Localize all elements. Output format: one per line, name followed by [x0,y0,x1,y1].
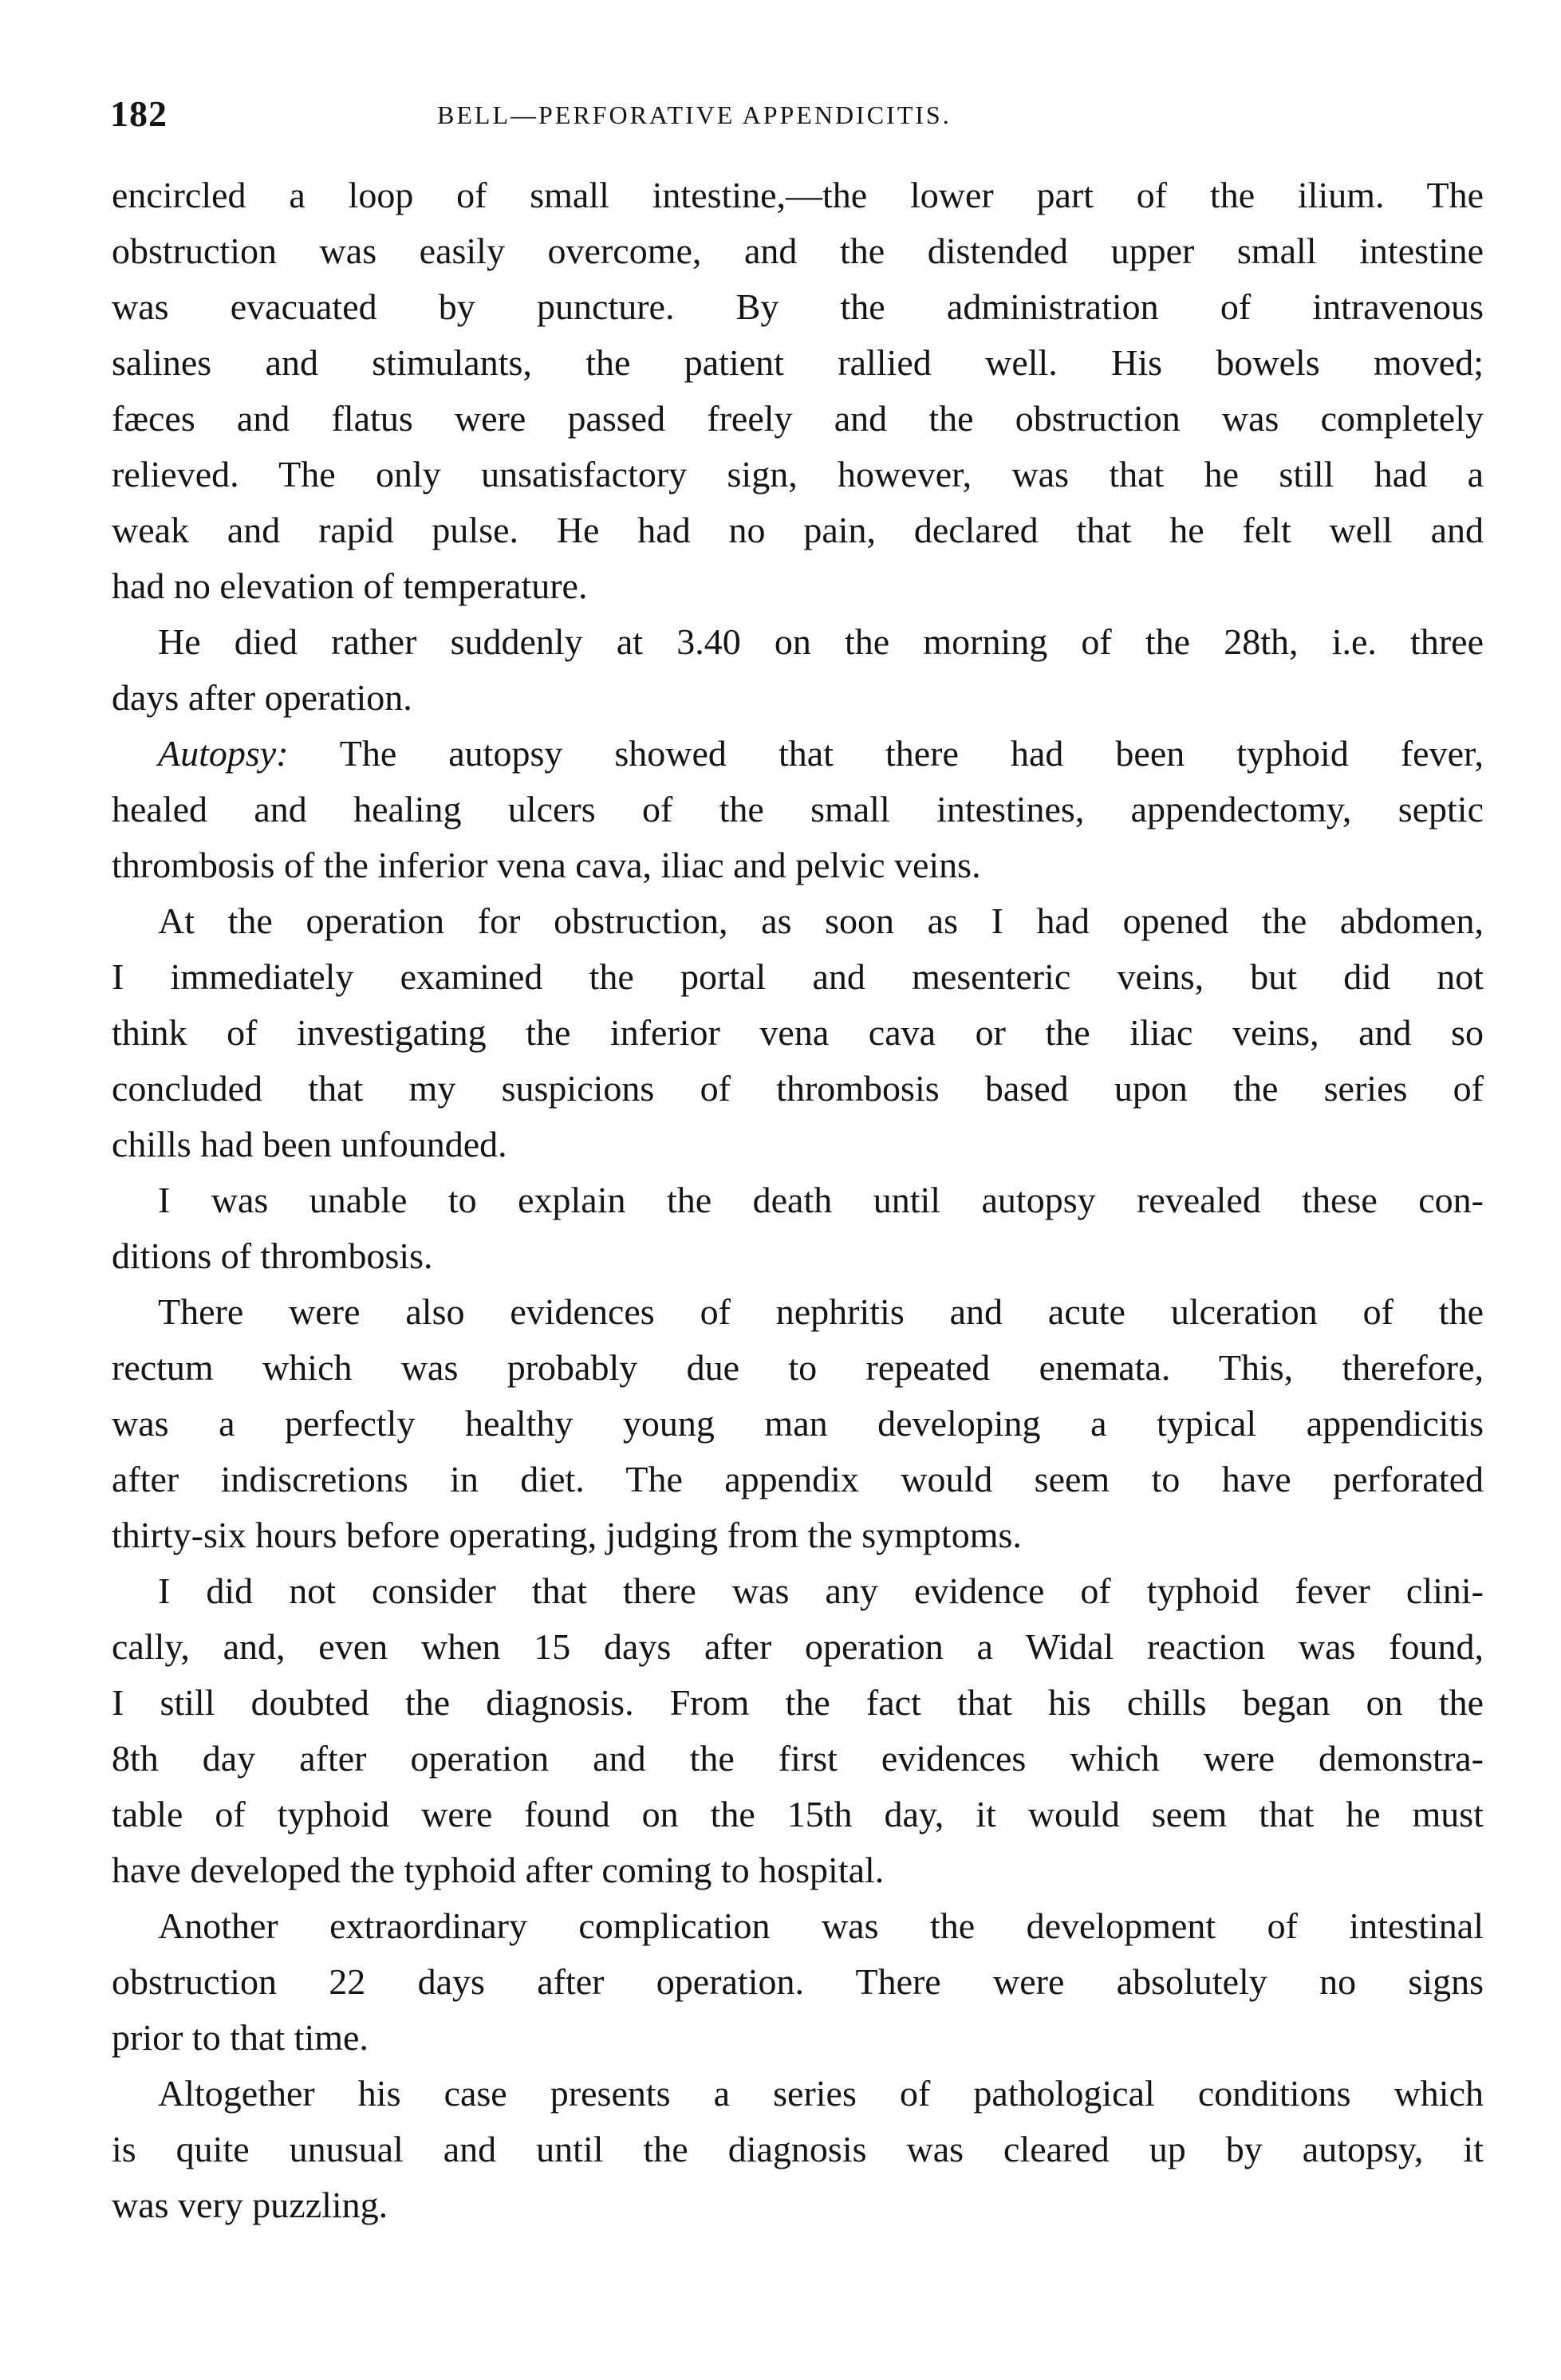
text-line: The autopsy showed that there had been typhoid fever, [339,733,1484,774]
text-line: He died rather suddenly at 3.40 on the morning of the 28th, i.e. three [158,621,1484,662]
page-header [110,93,1466,140]
text-line: think of investigating the inferior vena cava or the iliac veins, and so [112,1012,1484,1053]
text-line: I still doubted the diagnosis. From the fact that his chills began on the [112,1682,1484,1723]
text-line: healed and healing ulcers of the small intestines, appendectomy, septic [112,789,1484,829]
body-text [112,167,1484,2233]
page-number: 182 [110,93,168,134]
text-line: had no elevation of temperature. [112,565,588,606]
text-line: encircled a loop of small intestine,—the lower part of the ilium. The [112,175,1484,215]
text-line: I immediately examined the portal and mesenteric veins, but did not [112,956,1484,997]
text-line: days after operation. [112,677,412,718]
text-line: relieved. The only unsatisfactory sign, however, was that he still had a [112,454,1484,495]
text-line: fæces and flatus were passed freely and the obstruction was completely [112,398,1484,439]
text-line: Another extraordinary complication was the development of intestinal [158,1905,1484,1946]
text-line: cally, and, even when 15 days after operation a Widal reaction was found, [112,1626,1484,1667]
text-line: was evacuated by puncture. By the administration of intravenous [112,286,1484,327]
text-line: concluded that my suspicions of thrombosis based upon the series of [112,1068,1484,1109]
text-line: I did not consider that there was any evidence of typhoid fever clini- [158,1570,1484,1611]
text-line: There were also evidences of nephritis and acute ulceration of the [158,1291,1484,1332]
running-head: BELL—PERFORATIVE APPENDICITIS. [437,100,952,129]
text-line: chills had been unfounded. [112,1124,507,1164]
autopsy-paragraph-first-line [112,726,1484,782]
text-line: have developed the typhoid after coming to hospital. [112,1850,885,1890]
text-line: Altogether his case presents a series of pathological conditions which [158,2073,1484,2114]
text-line: prior to that time. [112,2017,369,2058]
autopsy-label: Autopsy: [158,733,289,774]
text-line: table of typhoid were found on the 15th day, it would seem that he must [112,1794,1484,1834]
text-line: is quite unusual and until the diagnosis was cleared up by autopsy, it [112,2129,1484,2169]
text-line: was a perfectly healthy young man developing a typical appendicitis [112,1403,1484,1444]
text-line: after indiscretions in diet. The appendix would seem to have perforated [112,1459,1484,1499]
text-line: obstruction 22 days after operation. There were absolutely no signs [112,1961,1484,2002]
text-line: I was unable to explain the death until autopsy revealed these con- [158,1180,1484,1220]
text-line: salines and stimulants, the patient rallied well. His bowels moved; [112,342,1484,383]
text-line: rectum which was probably due to repeated enemata. This, therefore, [112,1347,1484,1388]
text-line: thirty-six hours before operating, judging from the symptoms. [112,1515,1022,1555]
text-line: ditions of thrombosis. [112,1235,433,1276]
text-line: 8th day after operation and the first evidences which were demonstra- [112,1738,1484,1779]
text-line: weak and rapid pulse. He had no pain, declared that he felt well and [112,510,1484,550]
text-line: thrombosis of the inferior vena cava, iliac and pelvic veins. [112,845,981,885]
text-line: At the operation for obstruction, as soon as I had opened the abdomen, [158,900,1484,941]
text-line: obstruction was easily overcome, and the distended upper small intestine [112,231,1484,271]
text-line: was very puzzling. [112,2185,388,2225]
